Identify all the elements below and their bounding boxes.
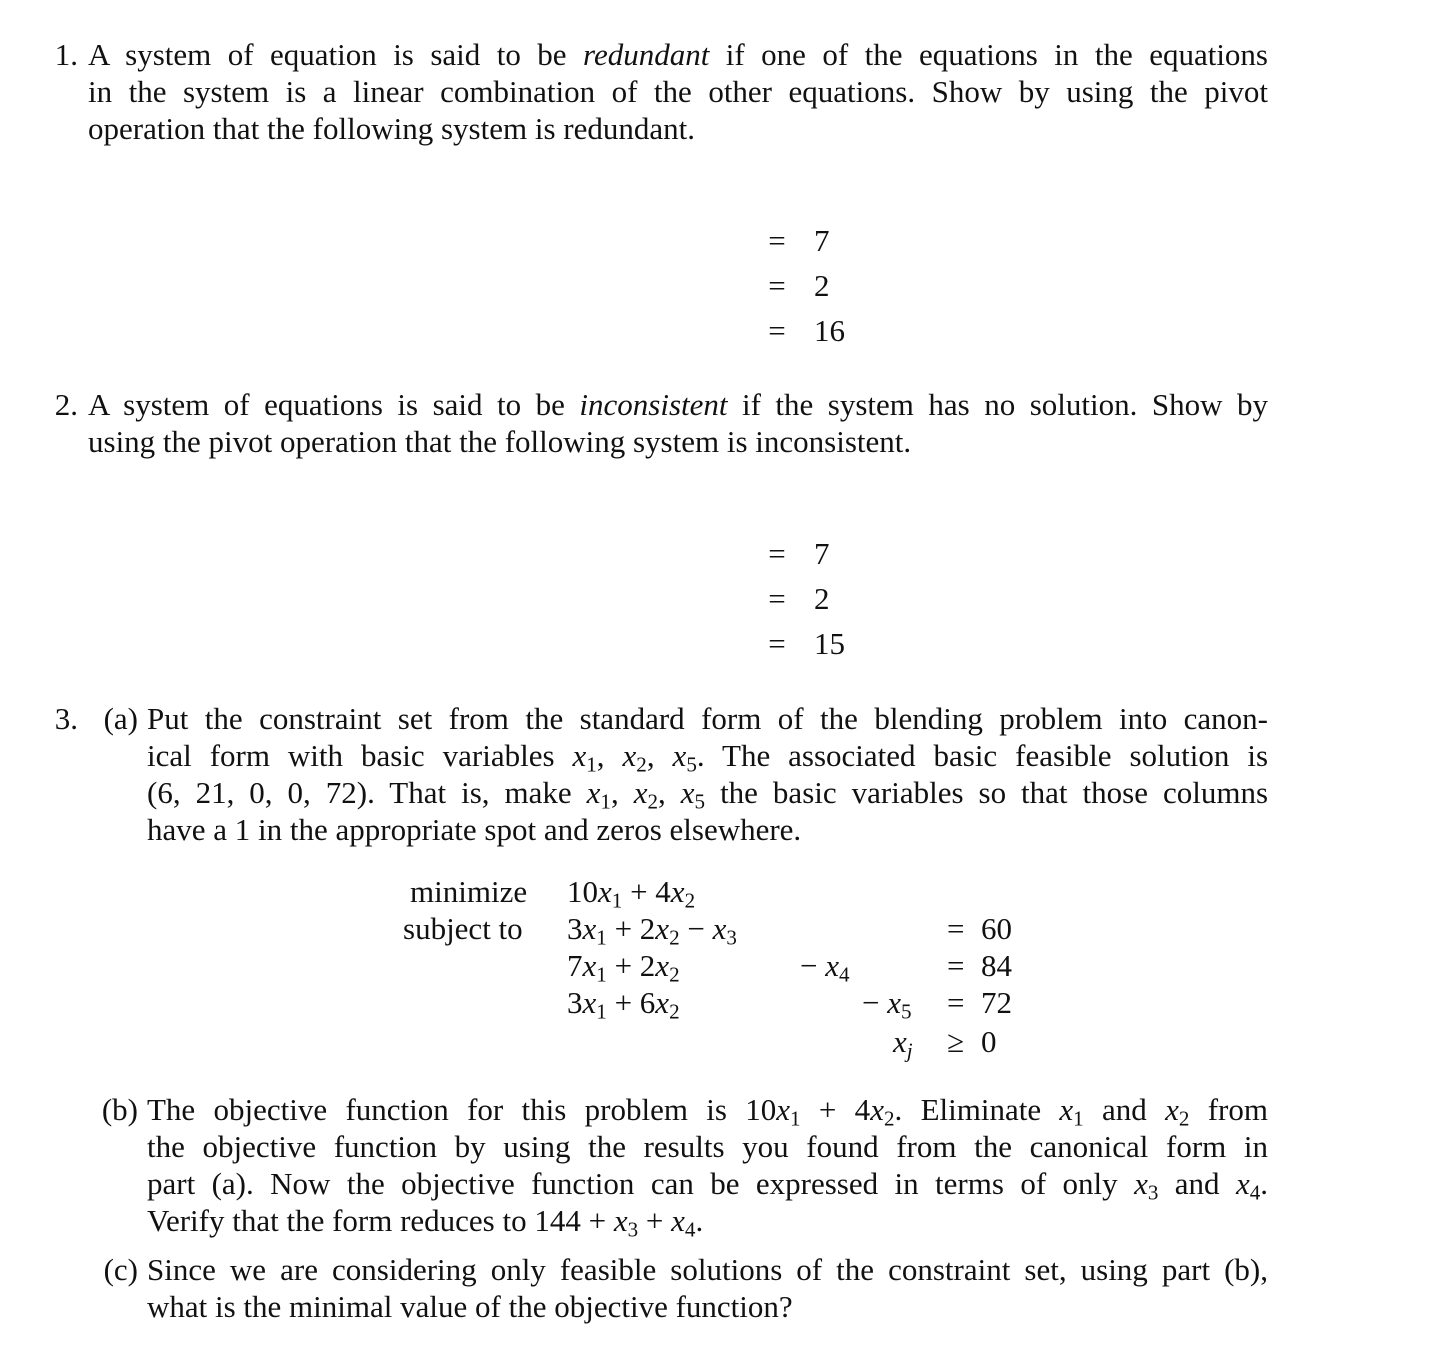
lp-nonneg-var: $x_j$ [893, 1024, 913, 1063]
problem-1-number: 1. [54, 37, 78, 72]
lp-constraint-2-rel: = [947, 948, 965, 983]
part-b-line-4: Verify that the form reduces to $144 + x_3 + x_4$. [147, 1203, 704, 1242]
problem-2-text [88, 386, 1268, 460]
lp-nonneg-rhs: 0 [981, 1024, 997, 1059]
lp-constraint-2-slack: − $x_4$ [800, 948, 850, 987]
part-b-text [147, 1091, 1268, 1242]
part-c-line-1: Since we are considering only feasible solutions of the constraint set, using part (b), [147, 1252, 1268, 1287]
part-b-line-3: part (a). Now the objective function can be expressed in terms of only $x_3$ and $x_4$. [147, 1166, 1268, 1205]
lp-constraint-3-rel: = [947, 985, 965, 1020]
problem-2-line-2: using the pivot operation that the following system is inconsistent. [88, 424, 912, 459]
p2-eq3-rhs: 15 [814, 626, 845, 661]
problem-1-line-1: A system of equation is said to be redundant if one of the equations in the equations [88, 37, 1268, 72]
lp-nonneg-rel: ≥ [947, 1024, 965, 1059]
part-a-line-4: have a 1 in the appropriate spot and zeros elsewhere. [147, 812, 802, 847]
part-b-line-1: The objective function for this problem is $10x_1 + 4x_2$. Eliminate $x_1$ and $x_2$ from [147, 1092, 1268, 1131]
p2-eq2-rel: = [768, 581, 786, 616]
p1-eq3-rhs: 16 [814, 313, 845, 348]
lp-constraint-1-rel: = [947, 911, 965, 946]
lp-constraint-2-rhs: 84 [981, 948, 1012, 983]
part-b-line-2: the objective function by using the results you found from the canonical form in [147, 1129, 1268, 1164]
part-a-line-3: (6, 21, 0, 0, 72). That is, make $x_1$, $x_2$, $x_5$ the basic variables so that those columns [147, 775, 1269, 814]
lp-minimize-label: minimize [410, 874, 528, 909]
problem-1-line-2: in the system is a linear combination of the other equations. Show by using the pivot [88, 74, 1268, 109]
p2-eq1-rhs: 7 [814, 536, 830, 571]
lp-constraint-3-slack: − $x_5$ [862, 985, 912, 1024]
p1-eq1-rhs: 7 [814, 223, 830, 258]
problem-2-number: 2. [54, 387, 78, 422]
part-c-label: (c) [103, 1252, 138, 1287]
problem-3-number: 3. [54, 701, 78, 736]
part-a-label: (a) [103, 701, 138, 736]
p1-eq2-rel: = [768, 268, 786, 303]
p1-eq2-rhs: 2 [814, 268, 830, 303]
p2-eq3-rel: = [768, 626, 786, 661]
part-c-line-2: what is the minimal value of the objective function? [147, 1289, 793, 1324]
problem-1-text [88, 36, 1268, 147]
lp-constraint-3-terms: $3x_1 + 6x_2$ [567, 985, 680, 1024]
part-a-text [147, 700, 1268, 848]
p1-eq3-rel: = [768, 313, 786, 348]
problem-1-line-3: operation that the following system is redundant. [88, 111, 695, 146]
lp-constraint-1-rhs: 60 [981, 911, 1012, 946]
problem-2-line-1: A system of equations is said to be inconsistent if the system has no solution. Show by [88, 387, 1269, 422]
lp-subject-to-label: subject to [403, 911, 523, 946]
lp-objective: $10x_1 + 4x_2$ [567, 874, 696, 913]
p2-eq1-rel: = [768, 536, 786, 571]
p1-eq1-rel: = [768, 223, 786, 258]
part-b-label: (b) [101, 1092, 138, 1127]
lp-constraint-2-terms: $7x_1 + 2x_2$ [567, 948, 680, 987]
part-c-text [147, 1251, 1268, 1325]
p2-eq2-rhs: 2 [814, 581, 830, 616]
lp-constraint-1-terms: $3x_1 + 2x_2 - x_3$ [567, 911, 737, 950]
part-a-line-1: Put the constraint set from the standard form of the blending problem into canon- [147, 701, 1268, 736]
part-a-line-2: ical form with basic variables $x_1$, $x_2$, $x_5$. The associated basic feasible solution is [147, 738, 1269, 777]
term-inconsistent: inconsistent [579, 387, 728, 422]
term-redundant: redundant [583, 37, 710, 72]
lp-constraint-3-rhs: 72 [981, 985, 1012, 1020]
